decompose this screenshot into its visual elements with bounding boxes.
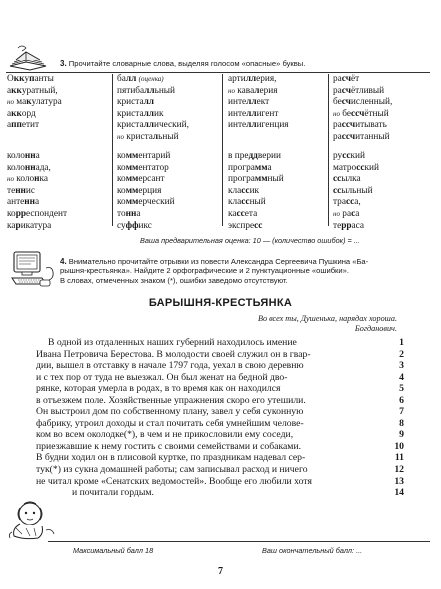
task3-number: 3. — [60, 59, 67, 68]
lion-illustration-icon — [6, 500, 68, 544]
word-kommentary: комментарий — [117, 151, 171, 161]
word-suffiks: суффикс — [117, 220, 152, 231]
story-line-7: Он выстроил дом по собственному плану, завел у себя суконную — [36, 406, 304, 418]
story-line-6: в отъезжем поле. Хозяйственные упражнения скоро его утешили. — [36, 394, 306, 406]
word-antenna: антенна — [7, 197, 40, 208]
task3-instruction — [60, 59, 435, 68]
word-rasschityvat: рассчитывать — [333, 120, 387, 131]
word-kommerchesky: коммерческий — [117, 197, 175, 208]
word-kasseta: кассета — [228, 208, 258, 219]
word-column-4-bottom — [333, 151, 379, 232]
word-programmny: программный — [228, 174, 284, 185]
column-divider-2 — [222, 74, 223, 226]
epigraph-text: Во всех ты, Душенька, нарядах хороша. — [257, 314, 397, 323]
story-line-13: не читал кроме «Сенатских ведомостей». Вообще его любили хотя — [36, 475, 312, 487]
line-number: 5 — [399, 383, 404, 395]
book-icon — [6, 42, 50, 72]
footer-rule — [48, 541, 430, 542]
word-russky: русский — [333, 151, 365, 161]
word-intellekt: интеллект — [228, 97, 270, 108]
word-kristallichesky: кристаллический, — [117, 120, 189, 131]
epigraph-author: Богданович. — [354, 324, 397, 334]
word-klassny: классный — [228, 197, 266, 208]
story-line-4: и с тех пор от туда не выезжал. Он был женат на бедной дво- — [36, 371, 288, 383]
word-trassa: трасса, — [333, 197, 361, 208]
story-line-12: тук(*) из сукна домашней работы; сам записывал расход и ничего — [36, 464, 308, 476]
word-matrossky: матросский — [333, 162, 379, 173]
word-tonna: тонна — [117, 208, 141, 219]
word-akkord: аккорд — [7, 108, 36, 119]
word-artilleriya: артиллерия, — [228, 74, 277, 84]
story-text — [36, 337, 386, 499]
story-line-1: В одной из отдаленных наших губерний находилось имение — [48, 337, 297, 348]
word-kommersant: коммерсант — [117, 174, 165, 185]
word-kommertsiya: коммерция — [117, 185, 162, 196]
word-tennis: теннис — [7, 185, 36, 196]
word-kristallik: кристаллик — [117, 108, 164, 119]
word-beschislenny: бесчисленный, — [333, 97, 393, 108]
word-okkupanty: Оккупанты — [7, 74, 54, 84]
line-number: 3 — [399, 360, 404, 372]
word-makulatura: но макулатура — [7, 97, 62, 108]
task4-line-1: Внимательно прочитайте отрывки из повести Александра Сергеевича Пушкина «Ба- — [68, 257, 369, 266]
line-number: 8 — [399, 417, 404, 429]
word-kavaleriya: но кавалерия — [228, 85, 278, 96]
line-number: 4 — [399, 371, 404, 383]
word-column-4-top — [333, 74, 392, 144]
task4-line-2: рышня-крестьянка». Найдите 2 орфографические и 2 пунктуационные «ошибки». — [60, 266, 349, 276]
story-line-2: Ивана Петровича Берестова. В молодости своей служил он в гвар- — [36, 348, 311, 360]
word-rasa: но раса — [333, 208, 360, 219]
line-number: 12 — [394, 464, 404, 476]
story-line-3: дии, вышел в отставку в начале 1797 года, уехал в свою деревню — [36, 360, 304, 372]
word-besschetny: но бессчётный — [333, 108, 389, 119]
word-column-2-bottom — [117, 151, 175, 232]
word-kolonnada: колоннада, — [7, 162, 51, 173]
word-programma: программа — [228, 162, 272, 173]
word-ssylny: ссыльный — [333, 185, 373, 196]
word-akkuratny: аккуратный, — [7, 85, 58, 96]
line-number: 2 — [399, 348, 404, 360]
word-rasschitanny: рассчитанный — [333, 131, 390, 142]
word-terrasa: терраса — [333, 220, 365, 231]
story-line-14: и почитали гордым. — [72, 487, 154, 499]
line-number: 7 — [399, 406, 404, 418]
word-pyatiballny: пятибалльный — [117, 85, 176, 96]
table-top-rule — [6, 72, 430, 73]
word-intelligentsiya: интеллигенция — [228, 120, 289, 131]
word-kolonka: но колонка — [7, 174, 49, 185]
word-ekspress: экспресс — [228, 220, 263, 231]
story-line-11: В будни ходил он в плисовой куртке, по праздникам надевал сер- — [36, 452, 306, 464]
word-raschet: расчёт — [333, 74, 360, 84]
word-column-1-bottom — [7, 151, 67, 232]
word-karikatura: карикатура — [7, 220, 52, 231]
story-line-10: приезжавшие к нему гостить с своими семействами и собаками. — [36, 440, 302, 452]
word-raschetlivy: расчётливый — [333, 85, 385, 96]
word-ssylka: ссылка — [333, 174, 361, 185]
final-score: Ваш окончательный балл: ... — [262, 546, 363, 555]
word-kristall: кристалл — [117, 97, 155, 108]
max-score: Максимальный балл 18 — [73, 546, 154, 555]
column-divider-3 — [328, 74, 329, 226]
epigraph — [258, 314, 397, 335]
word-column-3-top — [228, 74, 289, 132]
word-ball: балл (оценка) — [117, 74, 164, 84]
line-number: 13 — [394, 475, 404, 487]
word-klassik: классик — [228, 185, 260, 196]
word-kommentator: комментатор — [117, 162, 169, 173]
line-number: 6 — [399, 394, 404, 406]
preliminary-score: Ваша предварительная оценка: 10 — (количество ошибок) = ... — [140, 236, 360, 245]
word-column-3-bottom — [228, 151, 284, 232]
line-numbers — [386, 337, 404, 499]
line-number: 1 — [399, 337, 404, 348]
story-line-8: фабрику, утроил доходы и стал почитать себя умнейшим челове- — [36, 417, 304, 429]
word-kristalny: но кристальный — [117, 131, 179, 142]
story-line-5: рянке, которая умерла в родах, в то время как он находился — [36, 383, 281, 395]
page-number: 7 — [218, 566, 223, 577]
line-number: 9 — [399, 429, 404, 441]
word-appetit: аппетит — [7, 120, 40, 131]
word-intelligent: интеллигент — [228, 108, 279, 119]
line-number: 11 — [394, 452, 404, 464]
task4-number: 4. — [60, 257, 67, 266]
computer-icon — [10, 250, 56, 290]
line-number: 10 — [394, 440, 404, 452]
word-kolonna: колонна — [7, 151, 40, 161]
task3-text: Прочитайте словарные слова, выделяя голосом «опасные» буквы. — [68, 59, 306, 68]
task4-line-3: В словах, отмеченных знаком (*), ошибки заведомо отсутствуют. — [60, 275, 288, 285]
story-line-9: ком во всем околодке(*), в чем и не прикословили ему соседи, — [36, 429, 294, 441]
word-column-1-top — [7, 74, 62, 132]
column-divider-1 — [112, 74, 113, 226]
line-number: 14 — [394, 487, 404, 499]
word-preddverii: в преддверии — [228, 151, 281, 161]
word-korrespondent: корреспондент — [7, 208, 68, 219]
word-column-2-top — [117, 74, 189, 144]
task4-instruction — [60, 257, 435, 285]
story-title: БАРЫШНЯ-КРЕСТЬЯНКА — [148, 297, 293, 309]
